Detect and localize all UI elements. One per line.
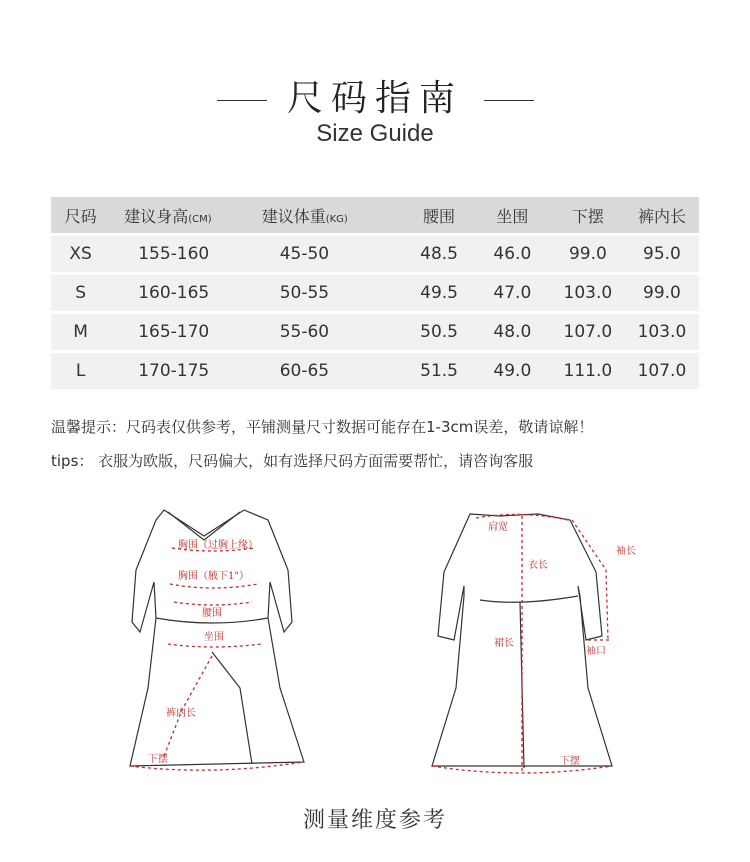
cell-inseam: 95.0 — [625, 236, 699, 272]
table-row — [51, 353, 699, 389]
size-table — [51, 194, 699, 392]
cell-weight: 50-55 — [262, 275, 405, 311]
table-row — [51, 314, 699, 350]
cell-hem: 103.0 — [551, 275, 625, 311]
cell-height: 160-165 — [110, 275, 262, 311]
cell-hip: 47.0 — [474, 275, 551, 311]
header-height — [110, 197, 262, 233]
cell-hip: 46.0 — [474, 236, 551, 272]
cell-weight: 45-50 — [262, 236, 405, 272]
cell-waist: 48.5 — [404, 236, 474, 272]
front-waist-label: 腰围 — [202, 608, 222, 619]
cell-weight: 55-60 — [262, 314, 405, 350]
size-notice: 温馨提示：尺码表仅供参考，平铺测量尺寸数据可能存在1-3cm误差，敬请谅解！ — [51, 418, 594, 436]
cell-size: XS — [51, 236, 110, 272]
back-hem-label: 下摆 — [560, 756, 580, 767]
table-header-row — [51, 197, 699, 233]
header-size: 尺码 — [51, 197, 110, 233]
back-body-length-label: 衣长 — [528, 560, 548, 571]
header-waist: 腰围 — [404, 197, 474, 233]
cell-hip: 49.0 — [474, 353, 551, 389]
front-inseam-label: 裤内长 — [166, 708, 196, 719]
front-hip-label: 坐围 — [204, 632, 224, 643]
header-height-label: 建议身高 — [124, 206, 189, 226]
header-hip: 坐围 — [474, 197, 551, 233]
cell-inseam: 107.0 — [625, 353, 699, 389]
cell-waist: 51.5 — [404, 353, 474, 389]
front-chest-label: 胸围（过胸上缘） — [178, 540, 258, 551]
cell-hem: 111.0 — [551, 353, 625, 389]
front-dress-diagram — [112, 500, 312, 780]
cell-size: S — [51, 275, 110, 311]
cell-hem: 99.0 — [551, 236, 625, 272]
title-left-rule — [217, 100, 267, 101]
size-tips: tips： 衣服为欧版，尺码偏大，如有选择尺码方面需要帮忙，请咨询客服 — [51, 452, 534, 470]
header-weight-unit: (KG) — [325, 213, 348, 225]
front-underbust-label: 胸围（腋下1"） — [178, 571, 249, 582]
header-height-unit: (CM) — [188, 213, 212, 225]
cell-height: 170-175 — [110, 353, 262, 389]
back-dress-diagram — [420, 500, 650, 780]
cell-waist: 50.5 — [404, 314, 474, 350]
cell-height: 165-170 — [110, 314, 262, 350]
page-title: 尺码指南 — [286, 78, 463, 119]
back-cuff-label: 袖口 — [586, 646, 606, 657]
back-skirt-length-label: 裙长 — [494, 638, 514, 649]
page-subtitle: Size Guide — [316, 120, 434, 147]
cell-hip: 48.0 — [474, 314, 551, 350]
header-hem: 下摆 — [551, 197, 625, 233]
diagram-caption: 测量维度参考 — [302, 808, 447, 833]
header-weight-label: 建议体重 — [261, 206, 326, 226]
table-row — [51, 275, 699, 311]
back-shoulder-label: 肩宽 — [488, 522, 508, 533]
table-row — [51, 236, 699, 272]
cell-size: M — [51, 314, 110, 350]
title-right-rule — [484, 100, 534, 101]
header-weight — [262, 197, 405, 233]
back-sleeve-length-label: 袖长 — [616, 546, 636, 557]
cell-inseam: 103.0 — [625, 314, 699, 350]
cell-inseam: 99.0 — [625, 275, 699, 311]
cell-height: 155-160 — [110, 236, 262, 272]
title-block — [0, 74, 750, 148]
cell-size: L — [51, 353, 110, 389]
front-hem-label: 下摆 — [148, 754, 168, 765]
cell-weight: 60-65 — [262, 353, 405, 389]
header-inseam: 裤内长 — [625, 197, 699, 233]
cell-hem: 107.0 — [551, 314, 625, 350]
cell-waist: 49.5 — [404, 275, 474, 311]
